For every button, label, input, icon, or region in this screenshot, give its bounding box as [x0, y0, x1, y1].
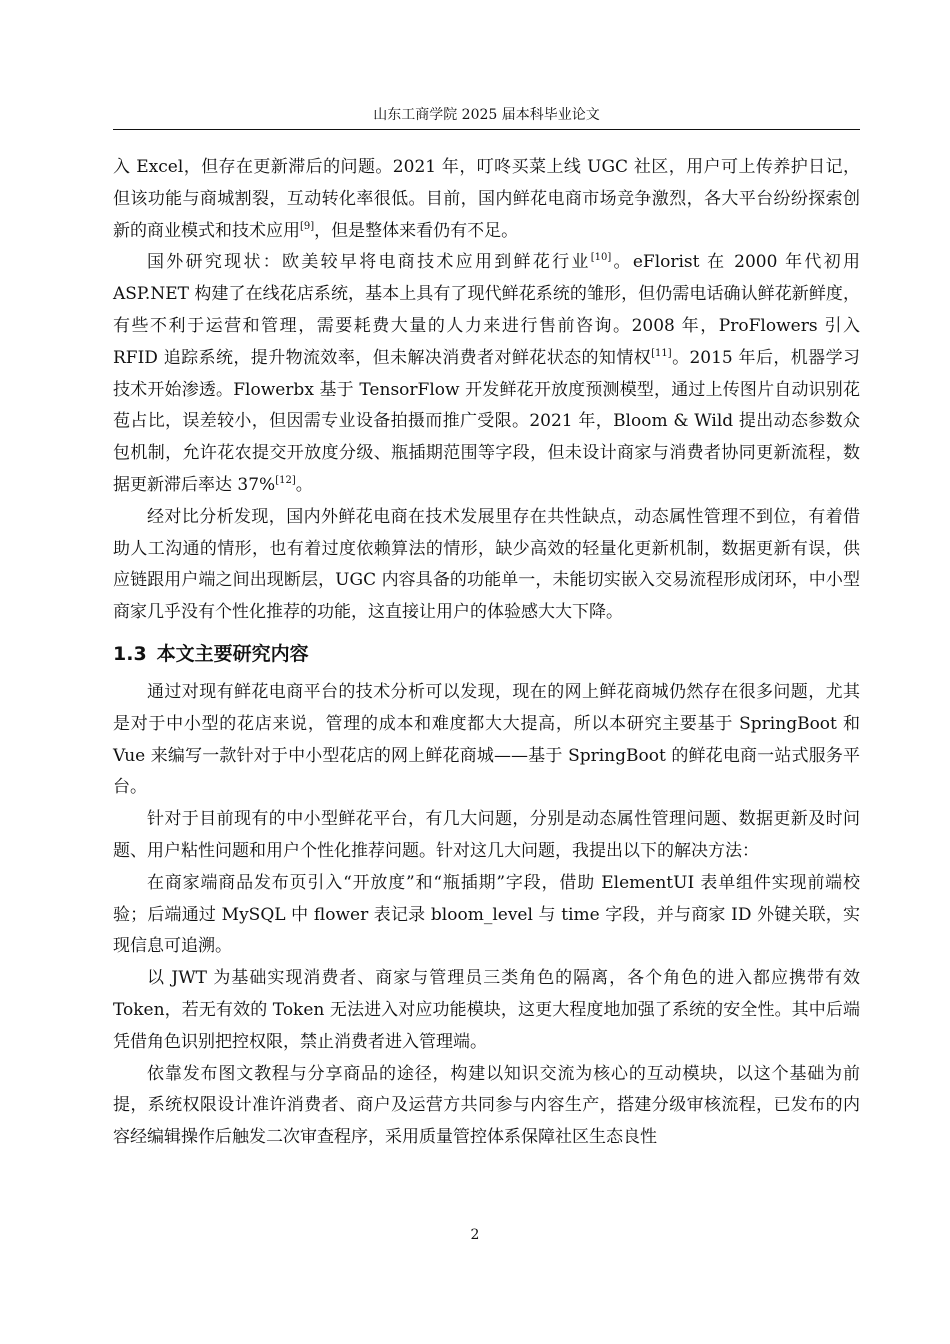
header-rule: [113, 129, 860, 130]
paragraph-intro: 通过对现有鲜花电商平台的技术分析可以发现，现在的网上鲜花商城仍然存在很多问题，尤其是对于中小型的花店来说，管理的成本和难度都大大提高，所以本研究主要基于 SpringBoot 和 Vue 来编写一款针对于中小型花店的网上鲜花商城——基于 SpringBoot 的鲜花电商一站式服务平台。: [113, 681, 860, 798]
paragraph-dynamic-attributes: 在商家端商品发布页引入“开放度”和“瓶插期”字段，借助 ElementUI 表单组件实现前端校验；后端通过 MySQL 中 flower 表记录 bloom_level 与 time 字段，并与商家 ID 外键关联，实现信息可追溯。: [113, 872, 860, 957]
paragraph-community: 依靠发布图文教程与分享商品的途径，构建以知识交流为核心的互动模块，以这个基础为前提，系统权限设计准许消费者、商户及运营方共同参与内容生产，搭建分级审核流程，已发布的内容经编辑操作后触发二次审查程序，采用质量管控体系保障社区生态良性: [113, 1063, 860, 1148]
body-text: [113, 152, 860, 1154]
section-title: 本文主要研究内容: [156, 642, 309, 665]
paragraph-text: ，但是整体来看仍有不足。: [314, 220, 519, 241]
citation-10: [10]: [590, 252, 612, 264]
page-number: 2: [470, 1227, 480, 1243]
running-header: 山东工商学院 2025 届本科毕业论文: [373, 107, 600, 123]
paragraph-comparison: 经对比分析发现，国内外鲜花电商在技术发展里存在共性缺点，动态属性管理不到位，有着借助人工沟通的情形，也有着过度依赖算法的情形，缺少高效的轻量化更新机制，数据更新有误，供应链跟用户端之间出现断层，UGC 内容具备的功能单一，未能切实嵌入交易流程形成闭环，中小型商家几乎没有个性化推荐的功能，这直接让用户的体验感大大下降。: [113, 506, 860, 623]
paragraph-problems: 针对于目前现有的中小型鲜花平台，有几大问题，分别是动态属性管理问题、数据更新及时问题、用户粘性问题和用户个性化推荐问题。针对这几大问题，我提出以下的解决方法：: [113, 809, 860, 861]
paragraph-text: 。eFlorist 在 2000 年代初用 ASP.NET 构建了在线花店系统，基本上具有了现代鲜花系统的雏形，但仍需电话确认鲜花新鲜度，有些不利于运营和管理，需要耗费大量的人力来进行售前咨询。2008 年，ProFlowers 引入 RFID 追踪系统，提升物流效率，但未解决消费者对鲜花状态的知情权: [113, 252, 860, 368]
paragraph-text: 。: [295, 474, 313, 495]
citation-11: [11]: [651, 347, 672, 359]
citation-9: [9]: [300, 220, 315, 232]
paragraph-text: 入 Excel，但存在更新滞后的问题。2021 年，叮咚买菜上线 UGC 社区，用户可上传养护日记，但该功能与商城割裂，互动转化率很低。目前，国内鲜花电商市场竞争激烈，各大平台纷纷探索创新的商业模式和技术应用: [113, 157, 860, 241]
paragraph-continuation: [113, 152, 860, 247]
paragraph-jwt: 以 JWT 为基础实现消费者、商家与管理员三类角色的隔离，各个角色的进入都应携带有效 Token，若无有效的 Token 无法进入对应功能模块，这更大程度地加强了系统的安全性。其中后端凭借角色识别把控权限，禁止消费者进入管理端。: [113, 968, 860, 1052]
paragraph-foreign-research: [113, 247, 860, 501]
citation-12: [12]: [275, 474, 296, 486]
section-heading: [113, 637, 860, 671]
section-number: 1.3: [113, 642, 147, 665]
paragraph-text: 国外研究现状：欧美较早将电商技术应用到鲜花行业: [147, 252, 591, 273]
paragraph-text: 。2015 年后，机器学习技术开始渗透。Flowerbx 基于 TensorFlow 开发鲜花开放度预测模型，通过上传图片自动识别花苞占比，误差较小，但因需专业设备拍摄而推广受限。2021 年，Bloom & Wild 提出动态参数众包机制，允许花农提交开放度分级、瓶插期范围等字段，但未设计商家与消费者协同更新流程，数据更新滞后率达 37%: [113, 347, 860, 495]
